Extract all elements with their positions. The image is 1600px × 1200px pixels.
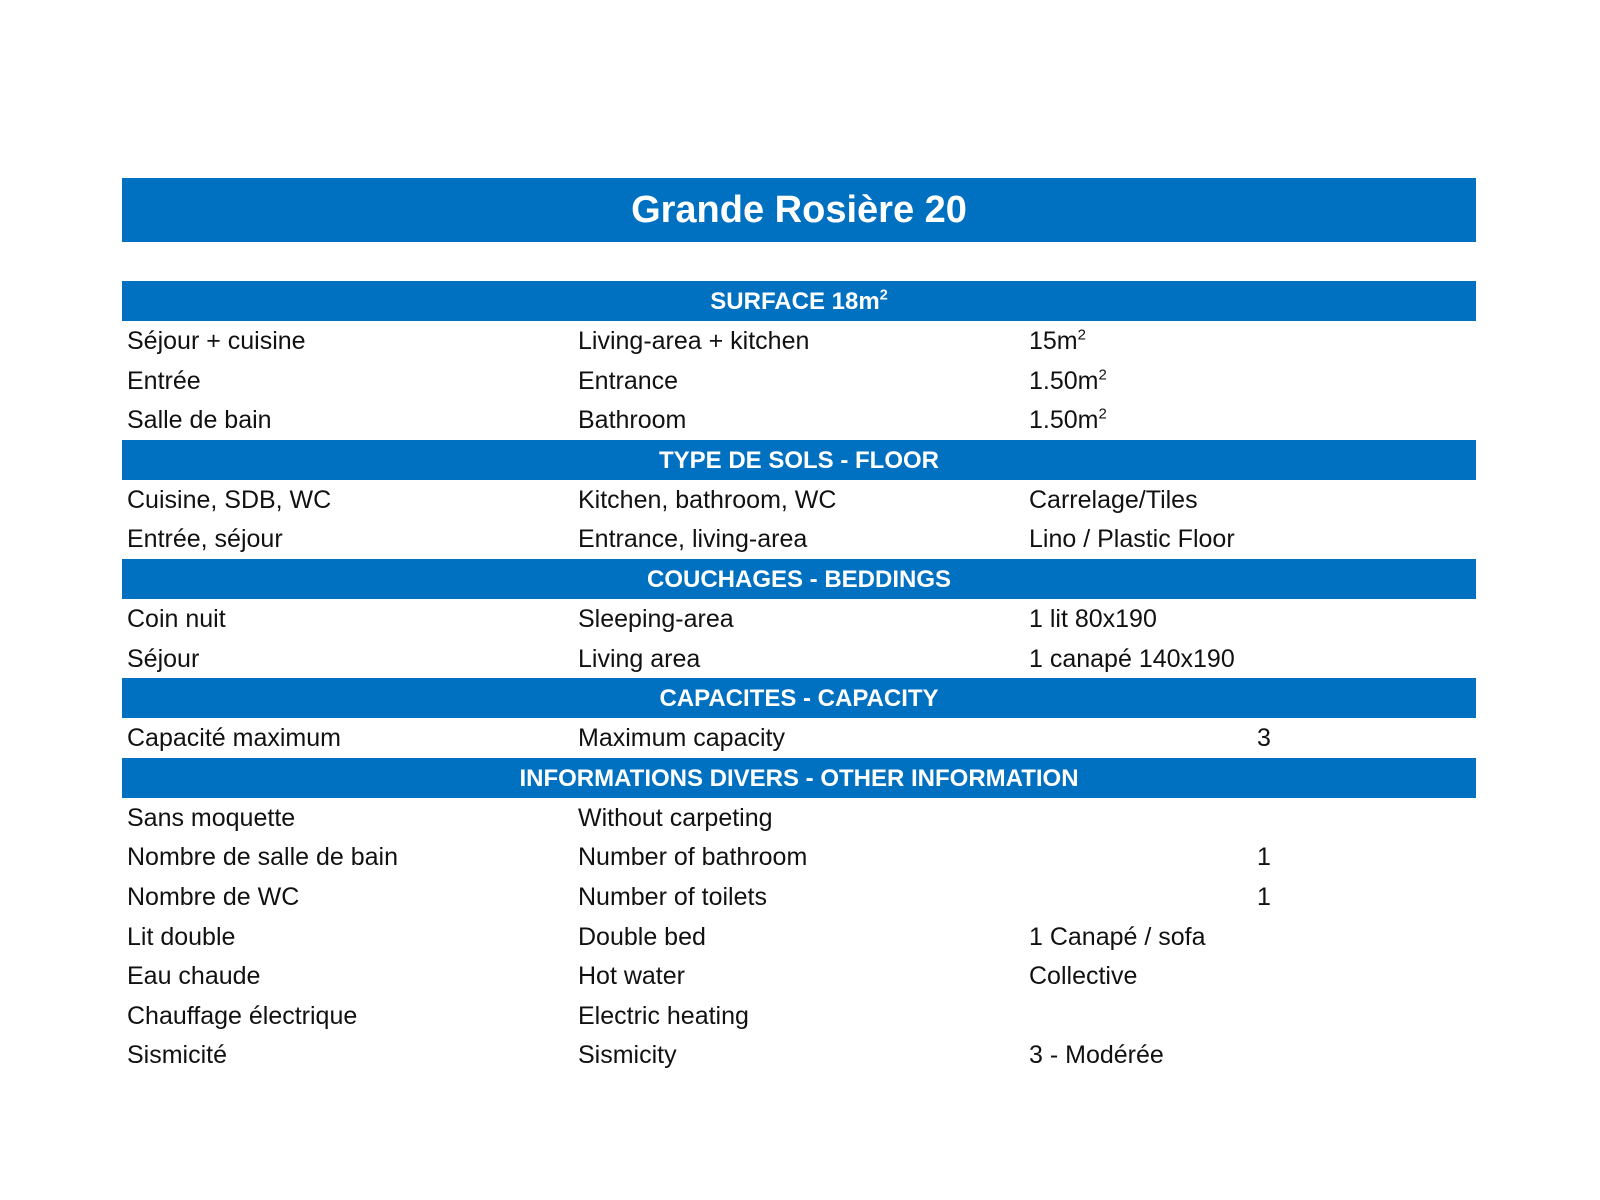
value-superscript: 2: [1098, 365, 1107, 383]
table-row: [122, 996, 1476, 1036]
table-row: [122, 798, 1476, 838]
table-row: [122, 718, 1476, 758]
french-label: Chauffage électrique: [127, 1001, 358, 1030]
section-header-label: COUCHAGES - BEDDINGS: [646, 565, 952, 593]
english-label: Living area: [578, 644, 701, 673]
french-label: Lit double: [127, 922, 236, 951]
value-text: Lino / Plastic Floor: [1029, 525, 1235, 554]
number-cell: 3: [1257, 724, 1271, 753]
french-label: Sismicité: [127, 1041, 228, 1070]
title-spacer: [122, 242, 1476, 281]
french-label: Entrée, séjour: [127, 525, 283, 554]
value-cell: [1029, 519, 1235, 559]
french-label: Entrée: [127, 366, 201, 395]
french-label: Eau chaude: [127, 962, 261, 991]
value-cell: [1029, 480, 1198, 520]
value-cell: [1029, 400, 1107, 440]
value-text: 1 lit 80x190: [1029, 604, 1157, 633]
section-header: [122, 758, 1476, 798]
section-header-superscript: 2: [879, 287, 888, 304]
section-header: [122, 559, 1476, 599]
property-sheet: [122, 178, 1476, 1075]
french-label: Nombre de salle de bain: [127, 843, 398, 872]
english-label: Bathroom: [578, 406, 687, 435]
section-header-label: INFORMATIONS DIVERS - OTHER INFORMATION: [519, 764, 1079, 792]
section-header: [122, 440, 1476, 480]
section-header-label: SURFACE 18m: [710, 288, 880, 315]
french-label: Capacité maximum: [127, 724, 341, 753]
english-label: Maximum capacity: [578, 724, 785, 753]
table-row: [122, 480, 1476, 520]
value-text: 1.50m: [1029, 366, 1099, 395]
english-label: Sismicity: [578, 1041, 677, 1070]
table-row: [122, 321, 1476, 361]
table-row: [122, 1035, 1476, 1075]
value-text: 1 Canapé / sofa: [1029, 922, 1206, 951]
value-cell: [1029, 639, 1235, 679]
table-row: [122, 877, 1476, 917]
page-title: Grande Rosière 20: [122, 178, 1476, 242]
english-label: Without carpeting: [578, 803, 773, 832]
french-label: Séjour: [127, 644, 200, 673]
english-label: Number of bathroom: [578, 843, 808, 872]
table-row: [122, 599, 1476, 639]
section-header-label: CAPACITES - CAPACITY: [659, 685, 939, 713]
table-row: [122, 519, 1476, 559]
value-cell: [1029, 917, 1206, 957]
value-text: 1 canapé 140x190: [1029, 644, 1235, 673]
english-label: Sleeping-area: [578, 604, 734, 633]
value-text: 15m: [1029, 327, 1078, 355]
value-superscript: 2: [1077, 326, 1086, 344]
table-row: [122, 639, 1476, 679]
english-label: Hot water: [578, 962, 685, 991]
english-label: Kitchen, bathroom, WC: [578, 485, 837, 514]
table-row: [122, 956, 1476, 996]
section-header: [122, 678, 1476, 718]
french-label: Sans moquette: [127, 803, 296, 832]
french-label: Coin nuit: [127, 604, 226, 633]
table-row: [122, 837, 1476, 877]
value-cell: [1029, 956, 1137, 996]
value-text: Collective: [1029, 962, 1138, 991]
section-header-label: TYPE DE SOLS - FLOOR: [658, 446, 940, 474]
table-row: [122, 361, 1476, 401]
english-label: Number of toilets: [578, 882, 767, 911]
value-text: Carrelage/Tiles: [1029, 485, 1198, 514]
english-label: Entrance: [578, 366, 679, 395]
english-label: Electric heating: [578, 1001, 749, 1030]
french-label: Salle de bain: [127, 406, 272, 435]
section-header: [122, 281, 1476, 321]
french-label: Séjour + cuisine: [127, 327, 306, 355]
value-cell: [1029, 1035, 1164, 1075]
english-label: Entrance, living-area: [578, 525, 808, 554]
table-row: [122, 917, 1476, 957]
number-cell: 1: [1257, 882, 1271, 911]
english-label: Living-area + kitchen: [578, 327, 810, 355]
sections-container: [122, 281, 1476, 1075]
value-cell: [1029, 599, 1157, 639]
value-cell: [1029, 321, 1086, 361]
english-label: Double bed: [578, 922, 706, 951]
french-label: Cuisine, SDB, WC: [127, 485, 332, 514]
french-label: Nombre de WC: [127, 882, 300, 911]
value-text: 3 - Modérée: [1029, 1041, 1164, 1070]
value-text: 1.50m: [1029, 406, 1099, 435]
number-cell: 1: [1257, 843, 1271, 872]
table-row: [122, 400, 1476, 440]
value-cell: [1029, 361, 1107, 401]
value-superscript: 2: [1098, 405, 1107, 423]
